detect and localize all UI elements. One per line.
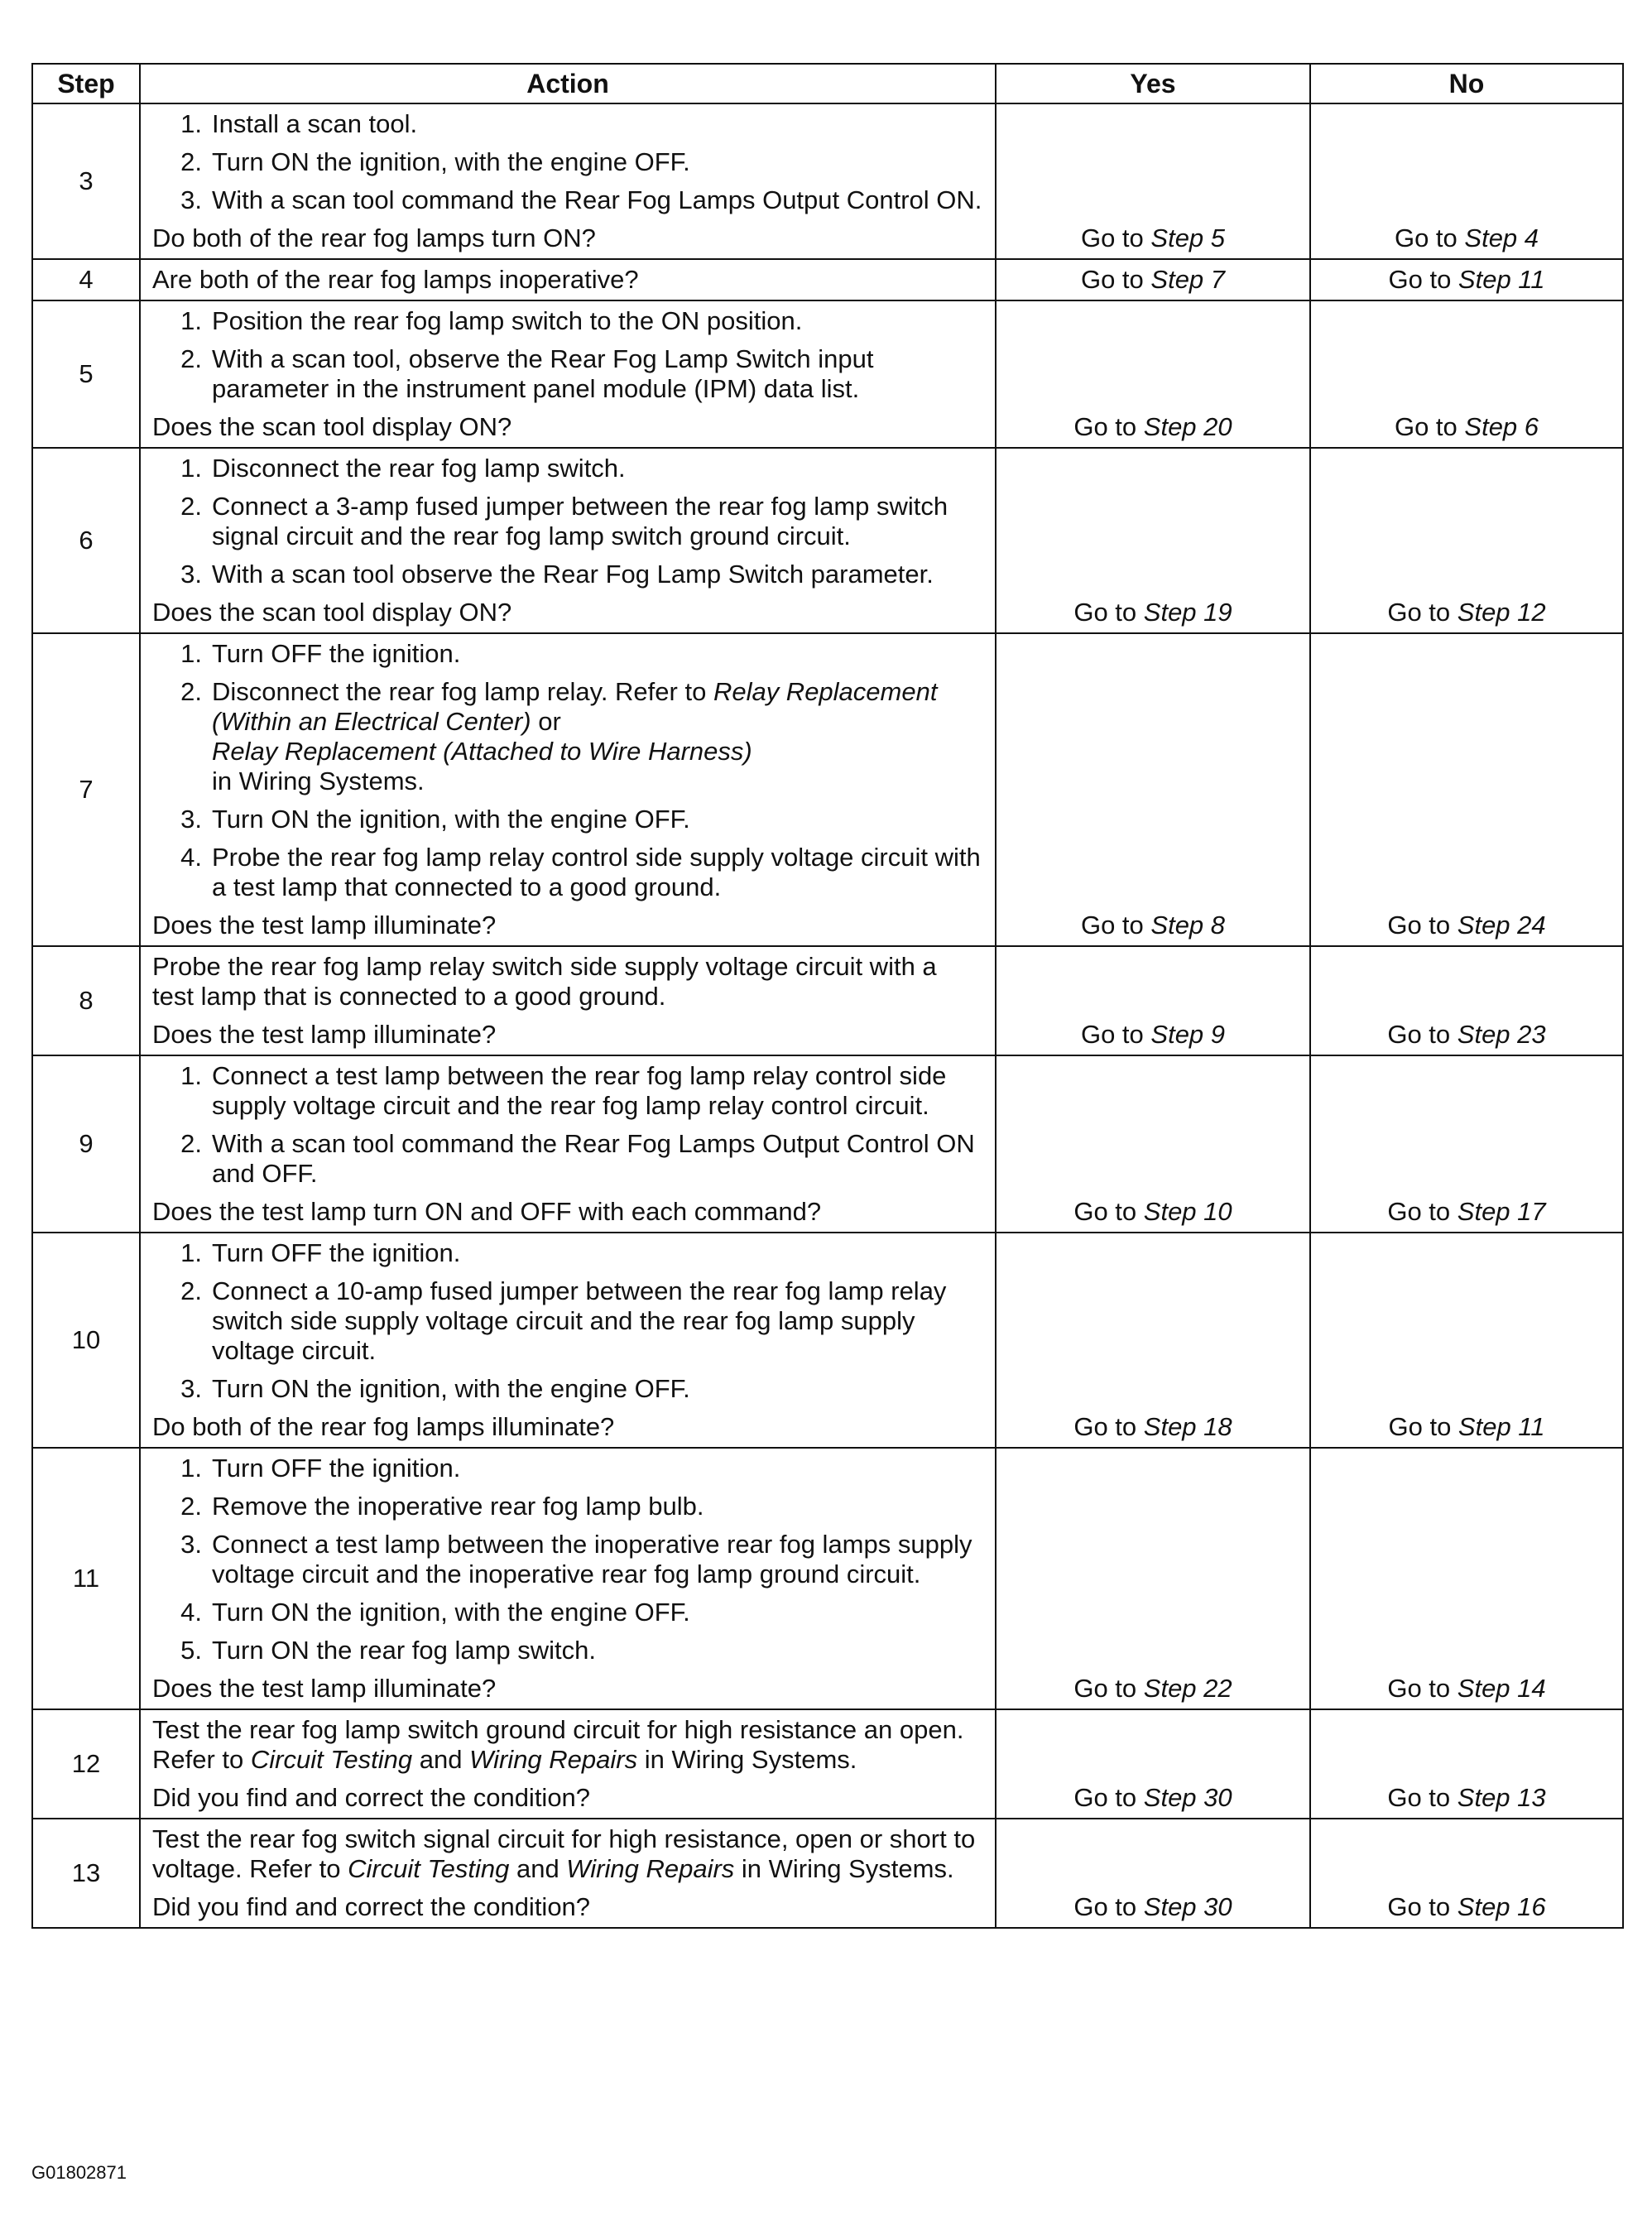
action-step-text [212,1598,985,1627]
text-run: Probe the rear fog lamp relay control side supply voltage circuit with a test lamp that connected to a good ground. [212,843,981,901]
action-cell [140,1448,996,1709]
action-step-text [212,1530,985,1589]
action-steps-list [152,1454,985,1665]
yes-step-ref: Step 30 [1143,1892,1232,1921]
yes-result [996,300,1310,448]
action-step-number: 3. [180,560,202,589]
action-step-item [152,1238,985,1268]
yes-result [996,1448,1310,1709]
step-number: 6 [32,448,140,633]
action-steps-list [152,454,985,589]
yes-result [996,448,1310,633]
action-cell [140,946,996,1055]
action-step-item [152,344,985,404]
yes-step-ref: Step 7 [1150,265,1226,294]
action-question: Does the test lamp illuminate? [152,1674,497,1703]
action-steps-list [152,109,985,215]
action-step-number: 3. [180,1374,202,1403]
text-run: Connect a 10-amp fused jumper between the rear fog lamp relay switch side supply voltage circuit and the rear fog lamp supply voltage circuit. [212,1276,947,1365]
reference-link-text: Wiring Repairs [566,1854,735,1883]
action-step-number: 2. [180,344,202,373]
action-step-text [212,843,985,902]
action-step-text [212,109,985,139]
action-step-text [212,1492,985,1521]
yes-result [996,103,1310,259]
action-step-number: 2. [180,147,202,176]
action-step-item [152,492,985,551]
text-run: Position the rear fog lamp switch to the ON position. [212,306,803,335]
text-run: With a scan tool observe the Rear Fog Lamp Switch parameter. [212,560,934,589]
text-run: Turn OFF the ignition. [212,1238,461,1267]
action-step-item [152,1636,985,1665]
go-to-label: Go to [1080,265,1151,294]
yes-result [996,259,1310,300]
no-step-ref: Step 23 [1457,1020,1546,1049]
action-step-item [152,1276,985,1366]
action-step-item [152,677,985,796]
table-row [32,448,1623,633]
yes-result [996,633,1310,946]
action-step-item [152,1454,985,1483]
go-to-label: Go to [1073,1892,1144,1921]
action-step-number: 2. [180,492,202,521]
action-step-item [152,1598,985,1627]
action-step-item [152,185,985,215]
table-row [32,300,1623,448]
no-step-ref: Step 4 [1464,223,1539,252]
text-run: Remove the inoperative rear fog lamp bulb. [212,1492,704,1521]
no-result [1310,1233,1623,1448]
action-step-item [152,1530,985,1589]
action-step-text [212,1454,985,1483]
go-to-label: Go to [1073,1412,1144,1441]
action-step-text [212,344,985,404]
action-step-number: 1. [180,639,202,668]
text-run: Turn ON the ignition, with the engine OFF. [212,805,690,834]
action-step-item [152,306,985,336]
go-to-label: Go to [1387,911,1458,940]
reference-link-text: Circuit Testing [250,1745,413,1774]
header-step: Step [32,64,140,103]
go-to-label: Go to [1388,1412,1458,1441]
action-cell [140,1819,996,1928]
table-row [32,633,1623,946]
action-cell [140,103,996,259]
action-step-item [152,109,985,139]
action-step-number: 1. [180,1238,202,1267]
table-row [32,1233,1623,1448]
yes-step-ref: Step 20 [1143,412,1232,441]
step-number: 10 [32,1233,140,1448]
table-row [32,1448,1623,1709]
reference-link-text: Wiring Repairs [469,1745,638,1774]
action-step-text [212,492,985,551]
action-step-item [152,639,985,669]
go-to-label: Go to [1387,1197,1458,1226]
yes-step-ref: Step 18 [1143,1412,1232,1441]
text-run: Disconnect the rear fog lamp switch. [212,454,626,483]
no-step-ref: Step 24 [1457,911,1546,940]
go-to-label: Go to [1394,412,1465,441]
no-step-ref: Step 11 [1458,1412,1545,1441]
action-step-number: 1. [180,306,202,335]
action-step-text [212,639,985,669]
action-step-text [212,805,985,834]
reference-link-text: Circuit Testing [348,1854,510,1883]
reference-link-text: Relay Replacement (Within an Electrical Center) [212,677,938,736]
action-step-text [212,185,985,215]
diagnostic-table [31,63,1624,1929]
action-cell [140,1233,996,1448]
step-number: 12 [32,1709,140,1819]
no-step-ref: Step 16 [1457,1892,1546,1921]
step-number: 13 [32,1819,140,1928]
action-question: Does the test lamp illuminate? [152,1020,497,1049]
table-row [32,103,1623,259]
no-result [1310,300,1623,448]
text-run: Turn ON the ignition, with the engine OFF. [212,1598,690,1627]
action-steps-list [152,1061,985,1189]
action-step-text [212,560,985,589]
table-row [32,1709,1623,1819]
action-cell [140,448,996,633]
text-run: Test the rear fog lamp switch ground circuit for high resistance an open. Refer to [152,1715,964,1774]
text-run: Turn OFF the ignition. [212,1454,461,1483]
action-steps-list [152,639,985,902]
header-yes: Yes [996,64,1310,103]
no-result [1310,448,1623,633]
no-result [1310,259,1623,300]
go-to-label: Go to [1387,1783,1458,1812]
action-cell [140,1055,996,1233]
action-question: Did you find and correct the condition? [152,1892,591,1921]
text-run: Connect a test lamp between the inoperative rear fog lamps supply voltage circuit and the inoperative rear fog lamp ground circuit. [212,1530,972,1588]
text-run: With a scan tool command the Rear Fog Lamps Output Control ON. [212,185,982,214]
action-question: Are both of the rear fog lamps inoperative? [152,265,639,294]
action-step-text [212,1129,985,1189]
step-number: 9 [32,1055,140,1233]
action-step-number: 1. [180,1061,202,1090]
no-step-ref: Step 11 [1458,265,1545,294]
action-cell [140,300,996,448]
action-step-item [152,560,985,589]
yes-result [996,946,1310,1055]
action-step-text [212,1238,985,1268]
action-step-number: 4. [180,1598,202,1627]
step-number: 11 [32,1448,140,1709]
step-number: 5 [32,300,140,448]
text-run: in Wiring Systems. [212,767,425,795]
text-run: in Wiring Systems. [734,1854,954,1883]
go-to-label: Go to [1387,1674,1458,1703]
action-step-item [152,805,985,834]
no-step-ref: Step 14 [1457,1674,1546,1703]
text-run: With a scan tool, observe the Rear Fog Lamp Switch input parameter in the instrument panel module (IPM) data list. [212,344,874,403]
text-run: Turn ON the ignition, with the engine OFF. [212,147,690,176]
table-row [32,1055,1623,1233]
go-to-label: Go to [1073,412,1144,441]
no-result [1310,946,1623,1055]
text-run: Turn OFF the ignition. [212,639,461,668]
text-run: and [509,1854,567,1883]
yes-step-ref: Step 10 [1143,1197,1232,1226]
yes-result [996,1709,1310,1819]
action-step-number: 3. [180,185,202,214]
text-run: Connect a test lamp between the rear fog lamp relay control side supply voltage circuit and the rear fog lamp relay control circuit. [212,1061,947,1120]
table-body [32,103,1623,1928]
go-to-label: Go to [1073,598,1144,627]
no-result [1310,1709,1623,1819]
action-step-item [152,843,985,902]
go-to-label: Go to [1080,223,1151,252]
yes-step-ref: Step 5 [1150,223,1226,252]
go-to-label: Go to [1394,223,1465,252]
go-to-label: Go to [1073,1783,1144,1812]
action-cell [140,1709,996,1819]
table-row [32,946,1623,1055]
no-step-ref: Step 12 [1457,598,1546,627]
action-step-text [212,1374,985,1404]
action-cell [140,259,996,300]
go-to-label: Go to [1388,265,1458,294]
action-step-number: 4. [180,843,202,872]
table-header-row [32,64,1623,103]
action-step-text [212,1636,985,1665]
action-step-number: 5. [180,1636,202,1665]
action-step-number: 2. [180,1276,202,1305]
action-step-text [212,306,985,336]
text-run: and [412,1745,470,1774]
action-steps-list [152,1238,985,1404]
action-step-number: 2. [180,677,202,706]
action-step-item [152,147,985,177]
go-to-label: Go to [1387,1892,1458,1921]
text-run: Turn ON the ignition, with the engine OFF. [212,1374,690,1403]
action-step-text [212,1061,985,1121]
table-row [32,259,1623,300]
action-step-number: 3. [180,1530,202,1559]
step-number: 7 [32,633,140,946]
text-run: Turn ON the rear fog lamp switch. [212,1636,597,1665]
yes-step-ref: Step 8 [1150,911,1226,940]
no-result [1310,1448,1623,1709]
action-step-number: 1. [180,1454,202,1483]
step-number: 8 [32,946,140,1055]
action-step-item [152,1129,985,1189]
step-number: 3 [32,103,140,259]
action-step-text [212,1276,985,1366]
yes-step-ref: Step 19 [1143,598,1232,627]
header-action: Action [140,64,996,103]
action-question: Does the scan tool display ON? [152,598,512,627]
yes-step-ref: Step 9 [1150,1020,1226,1049]
action-step-text [212,454,985,483]
action-step-text [212,147,985,177]
no-result [1310,1055,1623,1233]
action-step-item [152,1061,985,1121]
text-run: With a scan tool command the Rear Fog Lamps Output Control ON and OFF. [212,1129,975,1188]
action-question: Do both of the rear fog lamps turn ON? [152,223,596,252]
go-to-label: Go to [1387,598,1458,627]
action-paragraph [152,1715,985,1775]
action-paragraph [152,952,985,1012]
action-step-number: 2. [180,1129,202,1158]
text-run: Install a scan tool. [212,109,418,138]
action-step-item [152,1374,985,1404]
no-result [1310,633,1623,946]
no-result [1310,103,1623,259]
table-row [32,1819,1623,1928]
action-step-text [212,677,985,796]
no-step-ref: Step 13 [1457,1783,1546,1812]
action-cell [140,633,996,946]
action-question: Does the scan tool display ON? [152,412,512,441]
go-to-label: Go to [1080,1020,1151,1049]
text-run: Connect a 3-amp fused jumper between the rear fog lamp switch signal circuit and the rear fog lamp switch ground circuit. [212,492,948,550]
action-question: Does the test lamp turn ON and OFF with each command? [152,1197,822,1226]
text-run: Disconnect the rear fog lamp relay. Refer to [212,677,713,706]
step-number: 4 [32,259,140,300]
go-to-label: Go to [1073,1674,1144,1703]
action-paragraph [152,1824,985,1884]
yes-result [996,1233,1310,1448]
yes-step-ref: Step 30 [1143,1783,1232,1812]
action-step-number: 2. [180,1492,202,1521]
no-result [1310,1819,1623,1928]
action-question: Did you find and correct the condition? [152,1783,591,1812]
yes-result [996,1819,1310,1928]
action-step-number: 1. [180,109,202,138]
action-question: Does the test lamp illuminate? [152,911,497,940]
no-step-ref: Step 6 [1464,412,1539,441]
action-question: Do both of the rear fog lamps illuminate? [152,1412,615,1441]
action-step-number: 3. [180,805,202,834]
action-steps-list [152,306,985,404]
yes-result [996,1055,1310,1233]
action-step-item [152,1492,985,1521]
go-to-label: Go to [1073,1197,1144,1226]
yes-step-ref: Step 22 [1143,1674,1232,1703]
text-run: Probe the rear fog lamp relay switch side supply voltage circuit with a test lamp that is connected to a good ground. [152,952,937,1011]
text-run: or [531,707,561,736]
header-no: No [1310,64,1623,103]
text-run: Test the rear fog switch signal circuit for high resistance, open or short to voltage. Refer to [152,1824,976,1883]
action-step-number: 1. [180,454,202,483]
action-step-item [152,454,985,483]
go-to-label: Go to [1387,1020,1458,1049]
go-to-label: Go to [1080,911,1151,940]
text-run: in Wiring Systems. [637,1745,857,1774]
no-step-ref: Step 17 [1457,1197,1546,1226]
reference-link-text: Relay Replacement (Attached to Wire Harness) [212,737,752,766]
figure-id: G01802871 [31,2162,127,2183]
